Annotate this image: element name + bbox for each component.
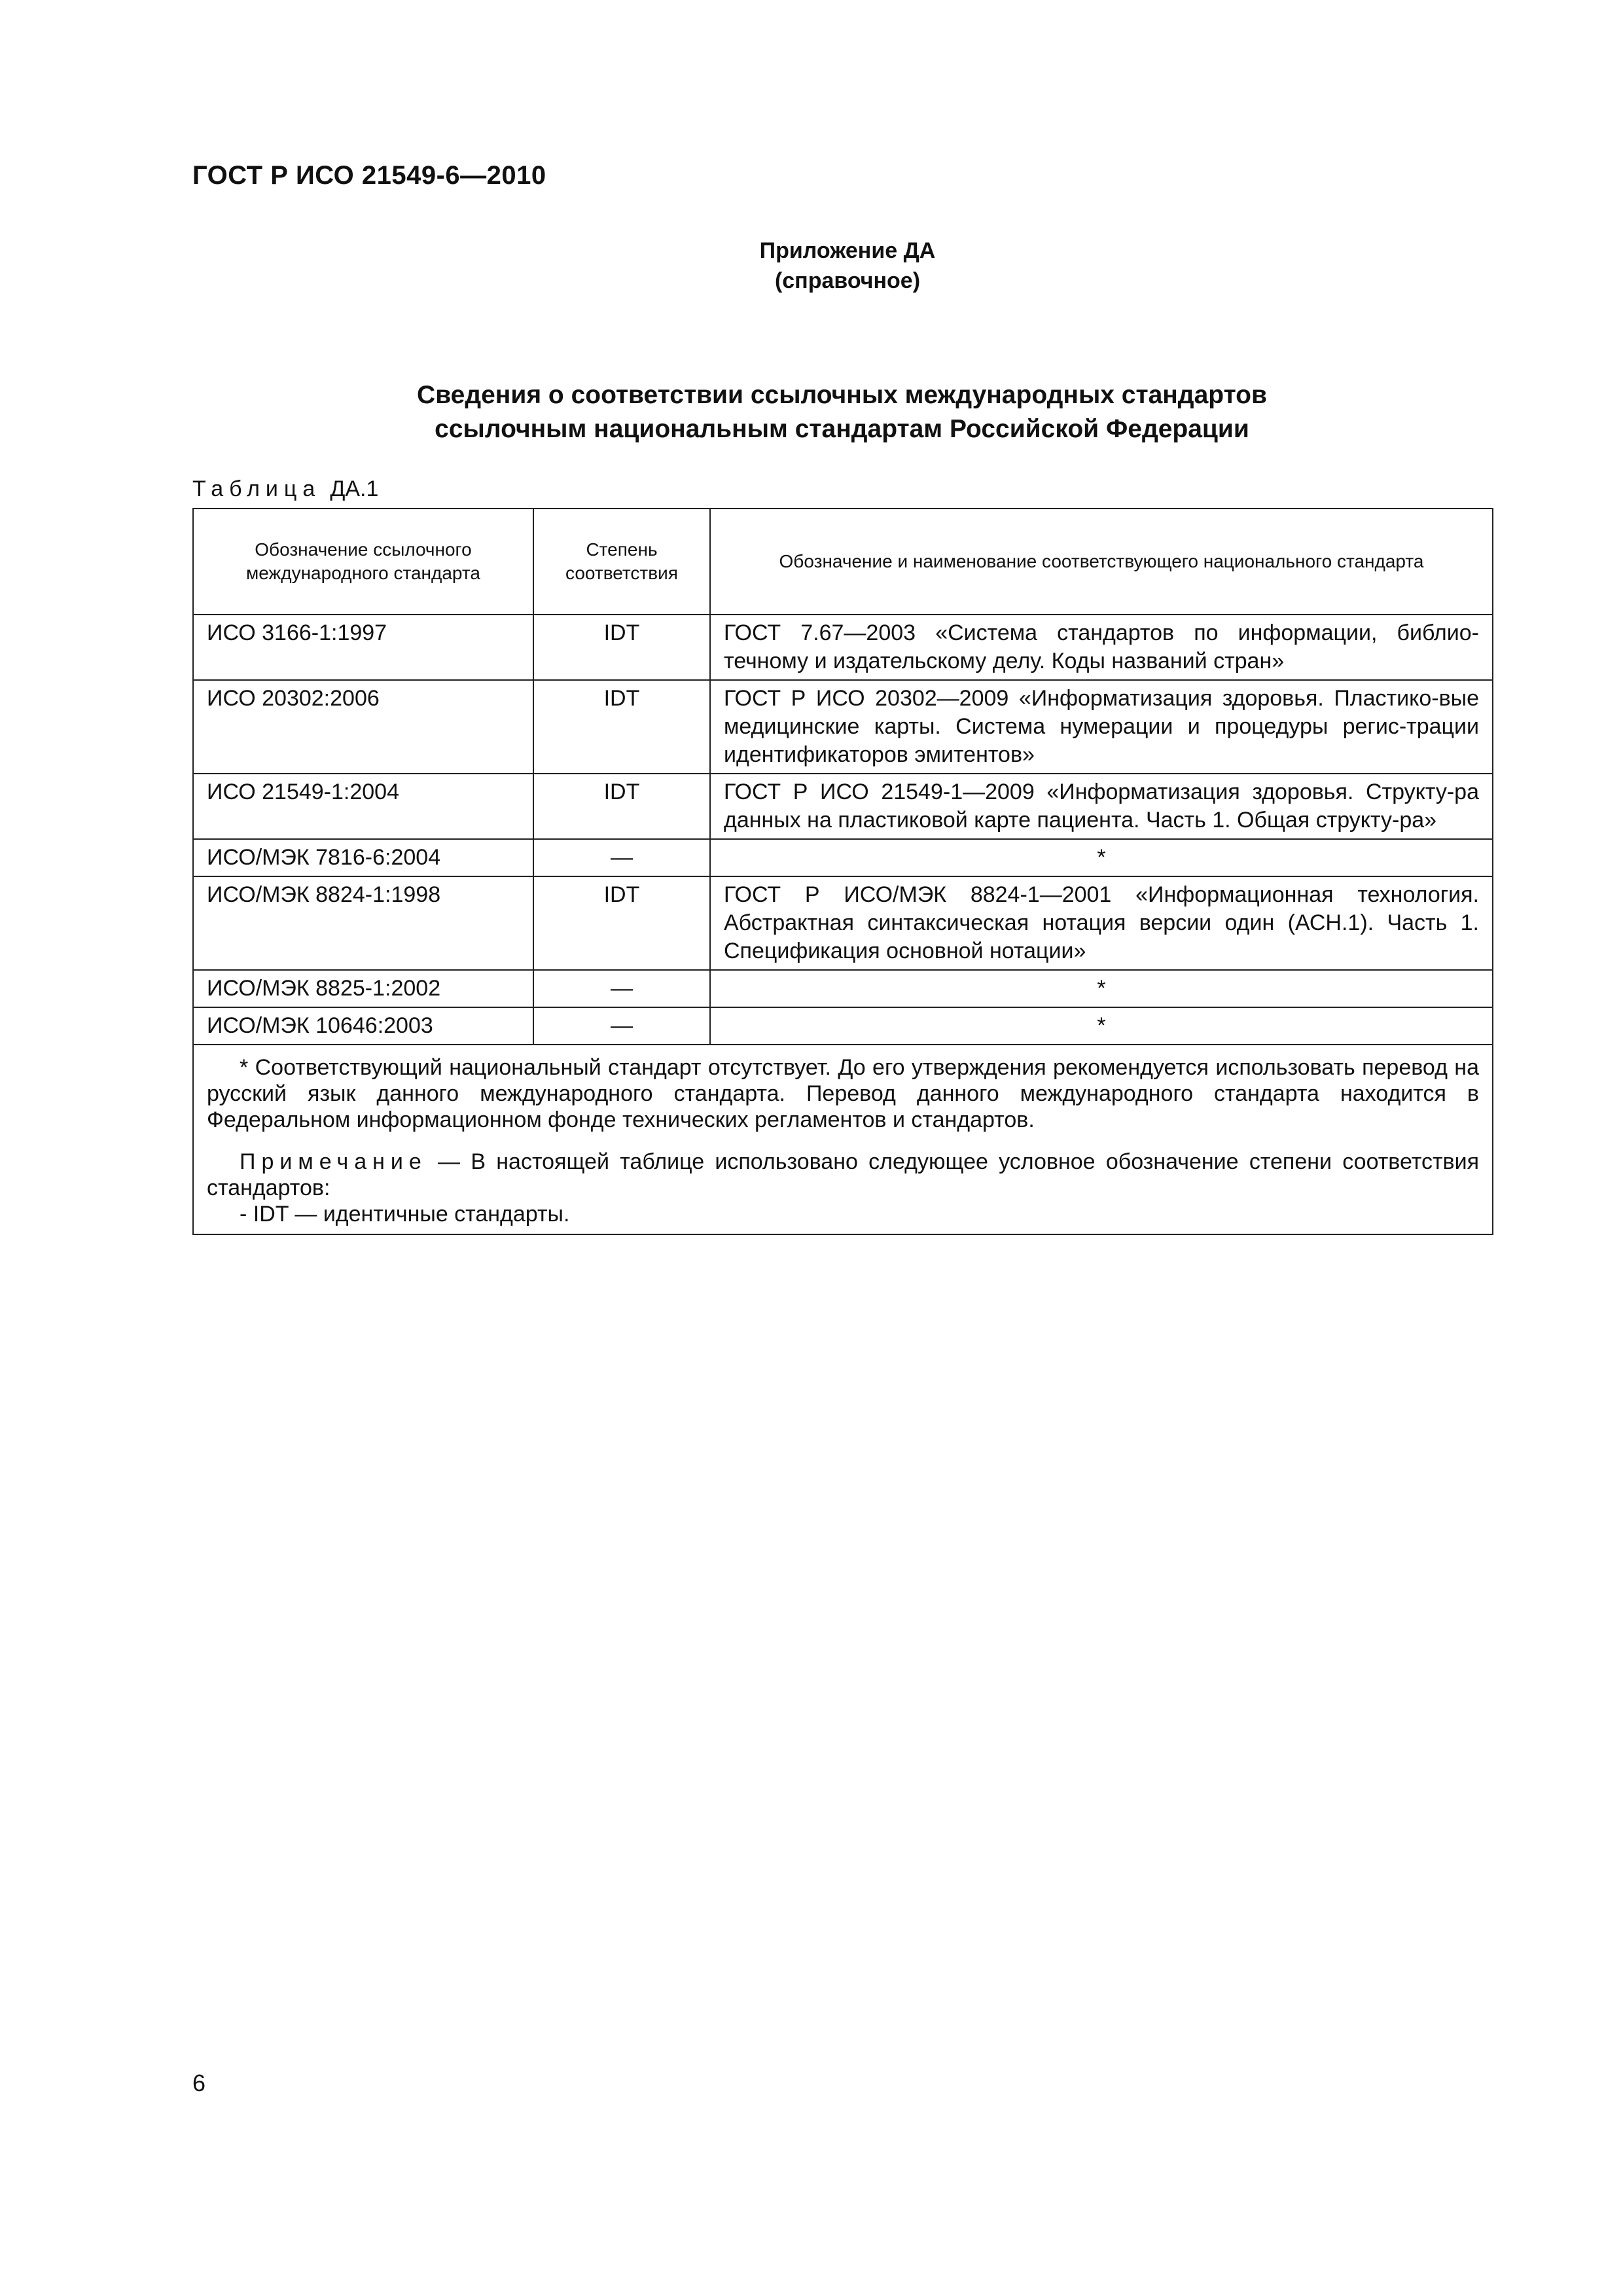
table-footnote: * Соответствующий национальный стандарт отсутствует. До его утверждения рекомендуется использовать перевод на русский язык данного международного стандарта. Перевод данного международного стандарта находится в Федеральном информационном фонде технических регламентов и стандартов. [207, 1055, 1479, 1132]
degree-cell: — [533, 970, 710, 1007]
intl-standard-cell: ИСО 21549-1:2004 [193, 774, 533, 839]
degree-cell: — [533, 839, 710, 876]
intl-standard-cell: ИСО 3166-1:1997 [193, 615, 533, 680]
table-caption [192, 476, 378, 502]
table-note [207, 1149, 1479, 1201]
table-row [193, 876, 1493, 970]
standards-table [192, 508, 1493, 1235]
national-standard-cell: ГОСТ Р ИСО 21549-1—2009 «Информатизация здоровья. Структу-ра данных на пластиковой карте пациента. Часть 1. Общая структу-ра» [710, 774, 1493, 839]
table-notes-row [193, 1045, 1493, 1234]
note-text: — В настоящей таблице использовано следующее условное обозначение степени соответствия стандартов: [207, 1149, 1479, 1200]
national-standard-cell: * [710, 1007, 1493, 1045]
table-row [193, 615, 1493, 680]
header-national-standard: Обозначение и наименование соответствующего национального стандарта [710, 509, 1493, 615]
intl-standard-cell: ИСО/МЭК 10646:2003 [193, 1007, 533, 1045]
intl-standard-cell: ИСО/МЭК 8825-1:2002 [193, 970, 533, 1007]
section-title-line2: ссылочным национальным стандартам Российской Федерации [435, 415, 1249, 443]
header-intl-standard: Обозначение ссылочного международного стандарта [193, 509, 533, 615]
table-row [193, 1007, 1493, 1045]
degree-cell: IDT [533, 774, 710, 839]
intl-standard-cell: ИСО/МЭК 8824-1:1998 [193, 876, 533, 970]
table-row [193, 970, 1493, 1007]
table-row [193, 774, 1493, 839]
note-label: Примечание [240, 1149, 427, 1174]
section-title-line1: Сведения о соответствии ссылочных международных стандартов [417, 381, 1267, 409]
degree-cell: IDT [533, 680, 710, 774]
intl-standard-cell: ИСО 20302:2006 [193, 680, 533, 774]
degree-cell: IDT [533, 876, 710, 970]
national-standard-cell: ГОСТ 7.67—2003 «Система стандартов по информации, библио-течному и издательскому делу. Коды названий стран» [710, 615, 1493, 680]
national-standard-cell: * [710, 970, 1493, 1007]
note-list-item: - IDT — идентичные стандарты. [240, 1202, 570, 1227]
table-caption-word: Таблица [192, 476, 321, 501]
section-title [192, 378, 1491, 446]
document-code: ГОСТ Р ИСО 21549-6—2010 [192, 161, 546, 190]
national-standard-cell: ГОСТ Р ИСО 20302—2009 «Информатизация здоровья. Пластико-вые медицинские карты. Система нумерации и процедуры регис-трации идентификаторов эмитентов» [710, 680, 1493, 774]
appendix-heading [687, 236, 1008, 296]
table-header-row [193, 509, 1493, 615]
appendix-subtitle: (справочное) [774, 268, 921, 293]
table-row [193, 839, 1493, 876]
header-degree: Степень соответствия [533, 509, 710, 615]
national-standard-cell: ГОСТ Р ИСО/МЭК 8824-1—2001 «Информационная технология. Абстрактная синтаксическая нотация версии один (АСН.1). Часть 1. Спецификация основной нотации» [710, 876, 1493, 970]
table-caption-number: ДА.1 [330, 476, 379, 501]
appendix-title: Приложение ДА [759, 238, 936, 263]
page-number: 6 [192, 2070, 206, 2096]
intl-standard-cell: ИСО/МЭК 7816-6:2004 [193, 839, 533, 876]
national-standard-cell: * [710, 839, 1493, 876]
degree-cell: IDT [533, 615, 710, 680]
table-row [193, 680, 1493, 774]
degree-cell: — [533, 1007, 710, 1045]
table-notes-cell [193, 1045, 1493, 1234]
